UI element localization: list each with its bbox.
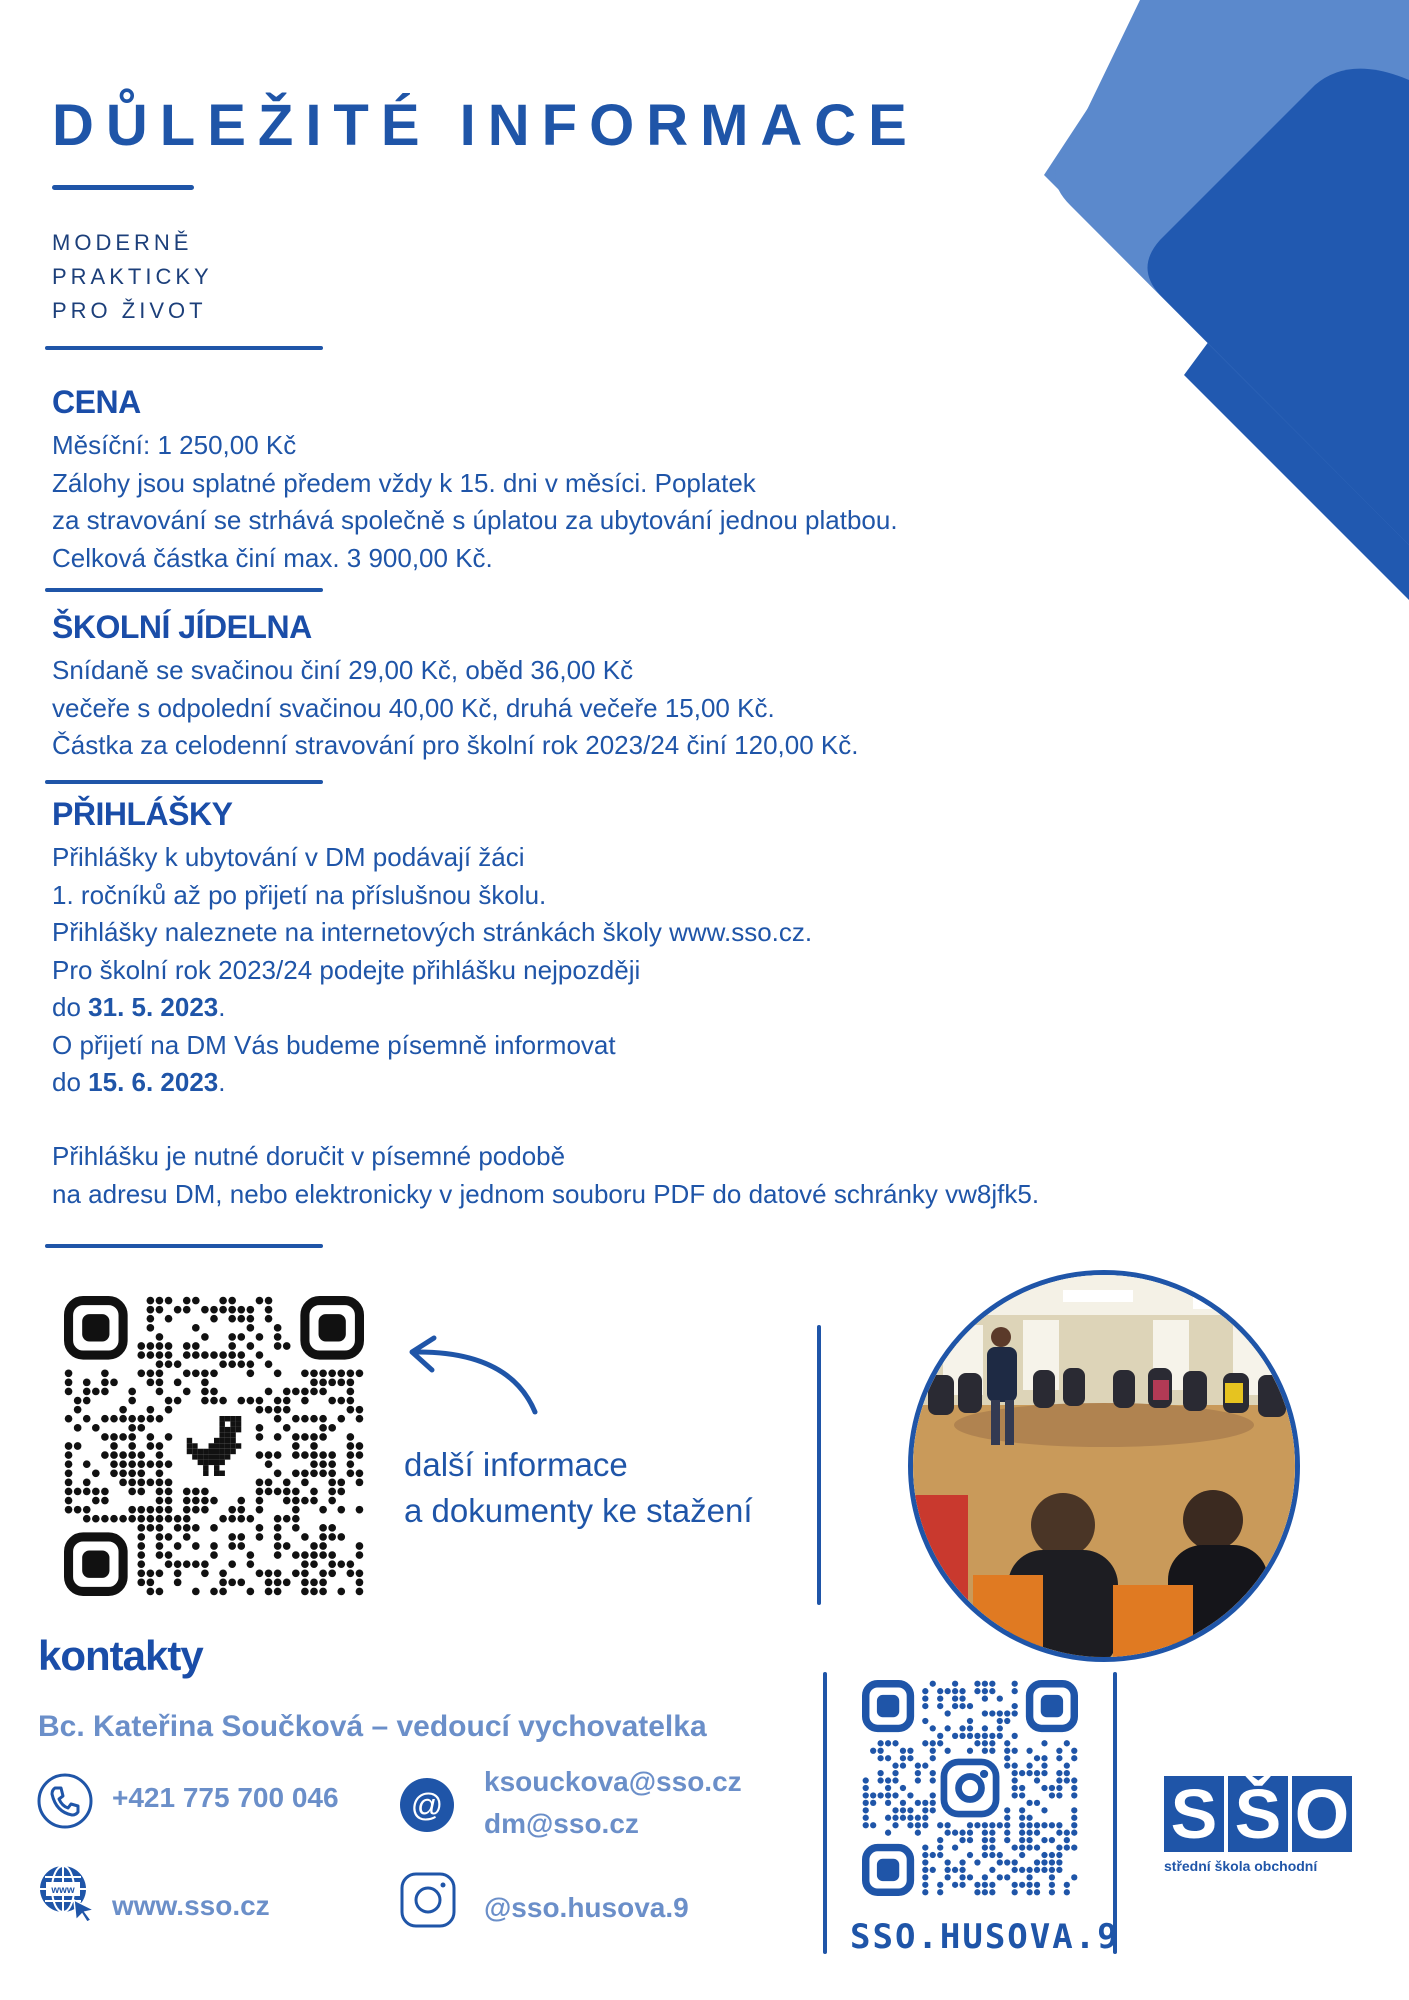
logo-letter: O — [1292, 1776, 1352, 1852]
email-secondary[interactable]: dm@sso.cz — [484, 1808, 639, 1839]
svg-text:@: @ — [410, 1787, 444, 1823]
text-line: Částka za celodenní stravování pro školní rok 2023/24 činí 120,00 Kč. — [52, 730, 859, 760]
text-line: Přihlášky naleznete na internetových stránkách školy www.sso.cz. — [52, 917, 813, 947]
notify-line — [52, 1064, 812, 1102]
text-line: 1. ročníků až po přijetí na příslušnou školu. — [52, 879, 547, 910]
email-primary[interactable]: ksouckova@sso.cz — [484, 1766, 742, 1797]
divider — [45, 588, 323, 592]
students-photo-image — [913, 1275, 1295, 1657]
section-heading-cena: CENA — [52, 384, 141, 420]
students-photo — [908, 1270, 1300, 1662]
instagram-icon — [398, 1870, 458, 1930]
contact-person: Bc. Kateřina Součková – vedoucí vychovatelka — [38, 1710, 707, 1743]
slogan-line: PRAKTICKY — [52, 264, 213, 289]
slogan — [52, 226, 213, 328]
divider — [45, 780, 323, 784]
website-link[interactable]: www.sso.cz — [112, 1890, 270, 1921]
text-line: večeře s odpolední svačinou 40,00 Kč, druhá večeře 15,00 Kč. — [52, 692, 775, 723]
deadline-prefix: do — [52, 992, 89, 1022]
slogan-line: PRO ŽIVOT — [52, 298, 207, 323]
qr-caption-line: další informace — [404, 1446, 628, 1483]
logo-subtitle: střední škola obchodní — [1164, 1858, 1318, 1874]
vertical-divider — [1113, 1672, 1117, 1954]
vertical-divider — [817, 1325, 821, 1605]
text-line: Pro školní rok 2023/24 podejte přihlášku nejpozději — [52, 954, 641, 985]
text-line: Přihlášky k ubytování v DM podávají žáci — [52, 842, 525, 872]
deadline-suffix: . — [218, 992, 226, 1022]
section-text-prihlasky — [52, 839, 812, 1102]
section-text-delivery — [52, 1138, 1039, 1213]
section-text-jidelna — [52, 652, 858, 765]
qr-code-documents[interactable] — [64, 1296, 364, 1596]
text-line: Celková částka činí max. 3 900,00 Kč. — [52, 542, 493, 573]
dinosaur-icon — [187, 1416, 242, 1476]
globe-cursor-icon — [36, 1862, 98, 1924]
text-line: Zálohy jsou splatné předem vždy k 15. dni v měsíci. Poplatek — [52, 467, 756, 498]
vertical-divider — [823, 1672, 827, 1954]
qr-caption — [404, 1442, 753, 1534]
instagram-handle: SSO.HUSOVA.9 — [850, 1917, 1120, 1957]
notify-prefix: do — [52, 1067, 89, 1097]
section-heading-jidelna: ŠKOLNÍ JÍDELNA — [52, 609, 312, 645]
notify-suffix: . — [218, 1067, 226, 1097]
logo-letter: S — [1164, 1776, 1224, 1852]
page-title: DŮLEŽITÉ INFORMACE — [52, 93, 919, 158]
logo-letter: Š — [1228, 1776, 1288, 1852]
qr-code-instagram[interactable] — [862, 1680, 1078, 1896]
at-sign-icon — [398, 1776, 456, 1834]
school-logo — [1164, 1776, 1360, 1896]
slogan-line: MODERNĚ — [52, 230, 193, 255]
section-text-cena — [52, 427, 898, 577]
instagram-link[interactable]: @sso.husova.9 — [484, 1892, 689, 1923]
corner-decoration-inner — [1010, 0, 1409, 560]
title-underline — [52, 185, 194, 190]
contacts-title: kontakty — [38, 1632, 203, 1679]
text-line: O přijetí na DM Vás budeme písemně informovat — [52, 1029, 616, 1060]
text-line: Přihlášku je nutné doručit v písemné podobě — [52, 1141, 566, 1171]
notify-date: 15. 6. 2023 — [88, 1067, 219, 1097]
text-line: Měsíční: 1 250,00 Kč — [52, 430, 297, 460]
svg-text:www: www — [51, 1885, 75, 1896]
divider — [45, 346, 323, 350]
logo-letters — [1164, 1776, 1360, 1852]
phone-icon — [36, 1772, 94, 1830]
curved-arrow-icon — [400, 1330, 550, 1420]
qr-caption-line: a dokumenty ke stažení — [404, 1492, 753, 1529]
divider — [45, 1244, 323, 1248]
phone-number[interactable]: +421 775 700 046 — [112, 1782, 339, 1813]
text-line: za stravování se strhává společně s úplatou za ubytování jednou platbou. — [52, 505, 898, 535]
section-heading-prihlasky: PŘIHLÁŠKY — [52, 796, 233, 832]
text-line: na adresu DM, nebo elektronicky v jednom souboru PDF do datové schránky vw8jfk5. — [52, 1178, 1040, 1209]
text-line: Snídaně se svačinou činí 29,00 Kč, oběd 36,00 Kč — [52, 655, 634, 685]
instagram-logo-icon — [944, 1762, 996, 1814]
deadline-line — [52, 989, 812, 1027]
deadline-date: 31. 5. 2023 — [88, 992, 219, 1022]
